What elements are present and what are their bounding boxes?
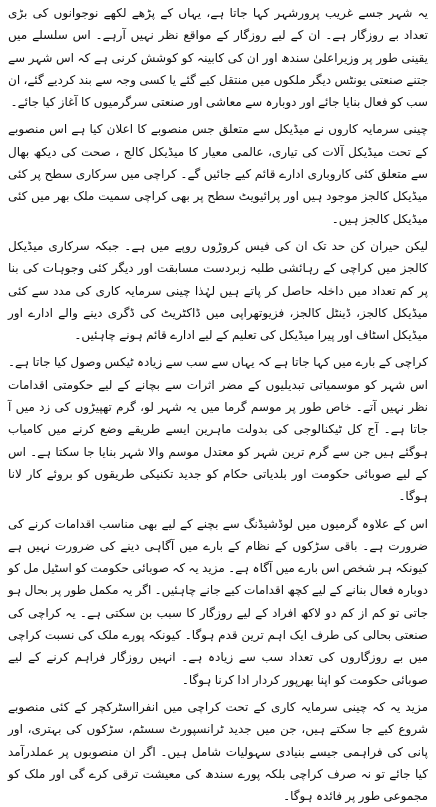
article-paragraph-5: اس کے علاوہ گرمیوں میں لوڈشیڈنگ سے بچنے کے لیے بھی مناسب اقدامات کرنے کی ضرورت ہے۔ باقی سڑکوں کے نظام کے بارے میں آگاہی دینے کی ضرورت نہیں ہے کیونکہ ہر شخص اس بارے میں آگاہ ہے۔ مزید یہ کہ صوبائی حکومت کو اسٹیل مل کو دوبارہ فعال بنانے کے لیے کچھ اقدامات کیے جانے چاہئیں۔ اگر یہ مکمل طور پر بحال ہو جاتی تو کم از کم دو لاکھ افراد کے لیے روزگار کا سبب بن سکتی ہے۔ یہ کراچی کی صنعتی بحالی کی طرف ایک اہم ترین قدم ہوگا۔ کیونکہ پورے ملک کی نسبت کراچی میں بے روزگاروں کی تعداد سب سے زیادہ ہے۔ انہیں روزگار فراہم کرنے کے لیے صوبائی حکومت کو اپنا بھرپور کردار ادا کرنا ہوگا۔ (8, 516, 428, 687)
article-paragraph-1: یہ شہر جسے غریب پرورشہر کہا جاتا ہے، یہاں کے پڑھے لکھے نوجوانوں کی بڑی تعداد بے روزگار ہے۔ ان کے لیے روزگار کے مواقع نظر نہیں آرہے۔ اس سلسلے میں یقینی طور پر وزیراعلیٰ سندھ اور ان کی کابینہ کو کوشش کرنی ہے کہ اس شہر سے جتنے صنعتی یونٹس دیگر ملکوں میں منتقل کیے گئے یا کسی وجہ سے بند کردیے گئے، ان سب کو فعال بنایا جائے اور دوبارہ سے معاشی اور صنعتی سرگرمیوں کا آغاز کیا جائے۔ (8, 6, 428, 110)
article-paragraph-3: لیکن حیران کن حد تک ان کی فیس کروڑوں روپے میں ہے۔ جبکہ سرکاری میڈیکل کالجز میں کراچی کے رہائشی طلبہ زبردست مسابقت اور دیگر کئی وجوہات کی بنا پر کم تعداد میں داخلہ حاصل کر پاتے ہیں لہٰذا چینی سرمایہ کاری کی مدد سے کئی میڈیکل کالجز، ڈینٹل کالجز، فزیوتھراپی میں ڈاکٹریٹ کی ڈگری دینے والے ادارے اور میڈیکل اسٹاف اور پیرا میڈیکل کی تعلیم کے لیے ادارے قائم ہونے چاہئیں۔ (8, 238, 428, 343)
article-paragraph-6: مزید یہ کہ چینی سرمایہ کاری کے تحت کراچی میں انفرااسٹرکچر کے کئی منصوبے شروع کیے جا سکتے ہیں، جن میں جدید ٹرانسپورٹ سسٹم، سڑکوں کی بہتری، اور پانی کی فراہمی جیسے بنیادی سہولیات شامل ہیں۔ اگر ان منصوبوں پر عملدرآمد کیا جائے تو نہ صرف کراچی بلکہ پورے سندھ کی معیشت ترقی کرے گی اور ملک کو مجموعی طور پر فائدہ ہوگا۔ (8, 699, 428, 804)
article-paragraph-2: چینی سرمایہ کاروں نے میڈیکل سے متعلق جس منصوبے کا اعلان کیا ہے اس منصوبے کے تحت میڈیکل آلات کی تیاری، عالمی معیار کا میڈیکل کالج ، صحت کی دیکھ بھال سے متعلق کئی کاروباری ادارے قائم کیے جائیں گے۔ کراچی میں سرکاری سطح پر کئی میڈیکل کالجز موجود ہیں اور پرائیویٹ سطح پر بھی کراچی سمیت ملک بھر میں کئی میڈیکل کالجز ہیں۔ (8, 122, 428, 226)
article-paragraph-4: کراچی کے بارے میں کہا جاتا ہے کہ یہاں سے سب سے زیادہ ٹیکس وصول کیا جاتا ہے۔ اس شہر کو موسمیاتی تبدیلیوں کے مضر اثرات سے بچانے کے لیے حکومتی اقدامات نظر نہیں آتے۔ خاص طور پر موسم گرما میں یہ شہر لو، گرم تھپیڑوں کی زد میں آ جاتا ہے۔ آج کل ٹیکنالوجی کی بدولت ماہرین ایسے طریقے وضع کرنے میں کامیاب ہوگئے ہیں جن سے گرم ترین شہر کو معتدل موسم والا شہر بنایا جا سکتا ہے۔ اس کے لیے صوبائی حکومت اور بلدیاتی حکام کو جدید تکنیکی طریقوں کو بروئے کار لانا ہوگا۔ (8, 355, 428, 504)
